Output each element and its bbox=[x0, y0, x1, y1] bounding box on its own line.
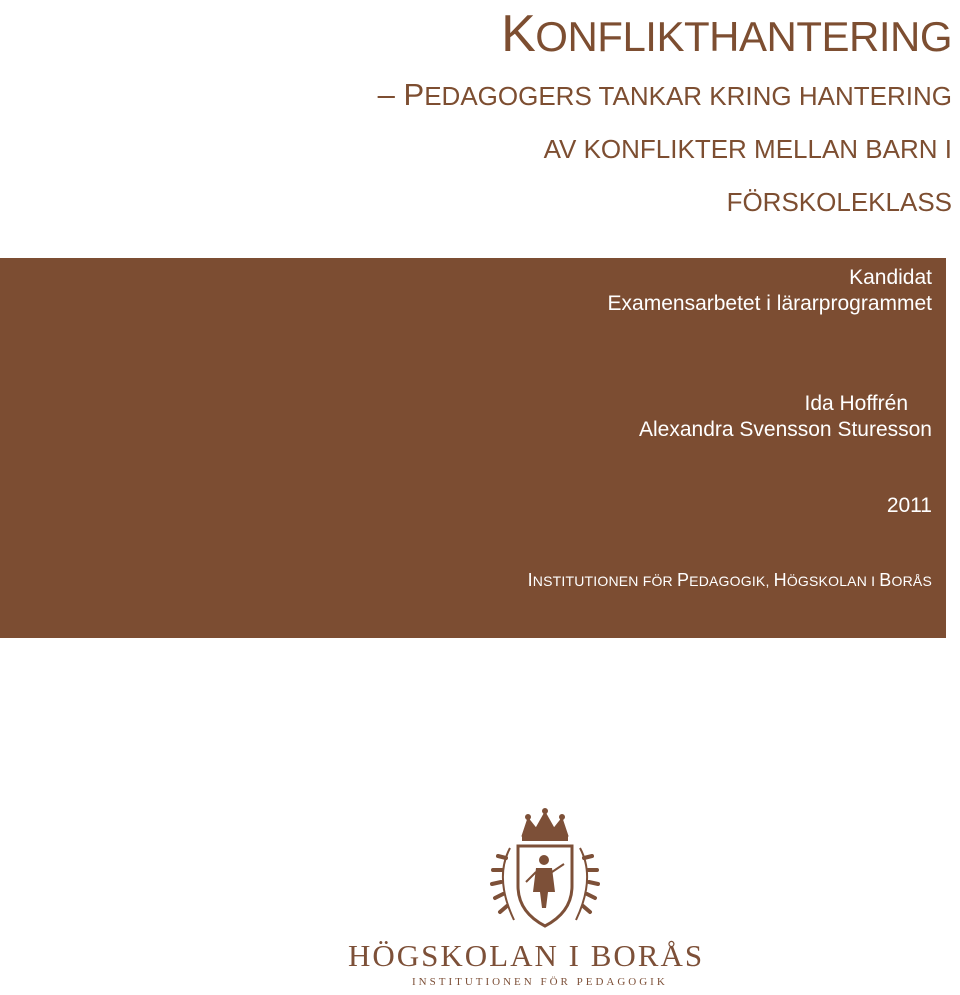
main-title bbox=[52, 2, 952, 69]
title-block bbox=[52, 0, 952, 228]
author-1: Ida Hoffrén bbox=[804, 392, 908, 415]
main-title-initial: K bbox=[501, 5, 536, 63]
main-title-rest: ONFLIKTHANTERING bbox=[535, 13, 952, 60]
subtitle-line-2-text: AV KONFLIKTER MELLAN BARN I bbox=[543, 134, 952, 164]
crest-icon bbox=[480, 808, 610, 933]
program-label: Examensarbetet i lärarprogrammet bbox=[607, 292, 932, 315]
author-2: Alexandra Svensson Sturesson bbox=[638, 418, 932, 441]
inst-initial-4: B bbox=[879, 570, 892, 590]
logo-subtitle: INSTITUTIONEN FÖR PEDAGOGIK bbox=[412, 976, 668, 988]
university-logo bbox=[340, 808, 760, 988]
inst-initial-1: I bbox=[527, 570, 533, 590]
inst-text-4: ORÅS bbox=[891, 573, 932, 589]
subtitle-lead: – P bbox=[377, 77, 425, 112]
subtitle-line-2 bbox=[52, 122, 952, 175]
inst-text-2: EDAGOGIK, bbox=[689, 573, 774, 589]
subtitle-line-3 bbox=[52, 175, 952, 228]
year: 2011 bbox=[886, 494, 932, 517]
logo-name: HÖGSKOLAN I BORÅS bbox=[348, 938, 705, 973]
degree-label: Kandidat bbox=[849, 266, 932, 289]
subtitle-line-1 bbox=[52, 69, 952, 122]
inst-text-1: NSTITUTIONEN FÖR bbox=[532, 573, 677, 589]
info-band bbox=[0, 258, 946, 638]
institution-line bbox=[528, 570, 932, 591]
inst-initial-2: P bbox=[676, 570, 690, 590]
inst-text-3: ÖGSKOLAN I bbox=[786, 573, 880, 589]
subtitle-line-3-text: FÖRSKOLEKLASS bbox=[726, 187, 952, 217]
inst-initial-3: H bbox=[773, 570, 787, 590]
subtitle-rest: EDAGOGERS TANKAR KRING HANTERING bbox=[424, 81, 952, 111]
